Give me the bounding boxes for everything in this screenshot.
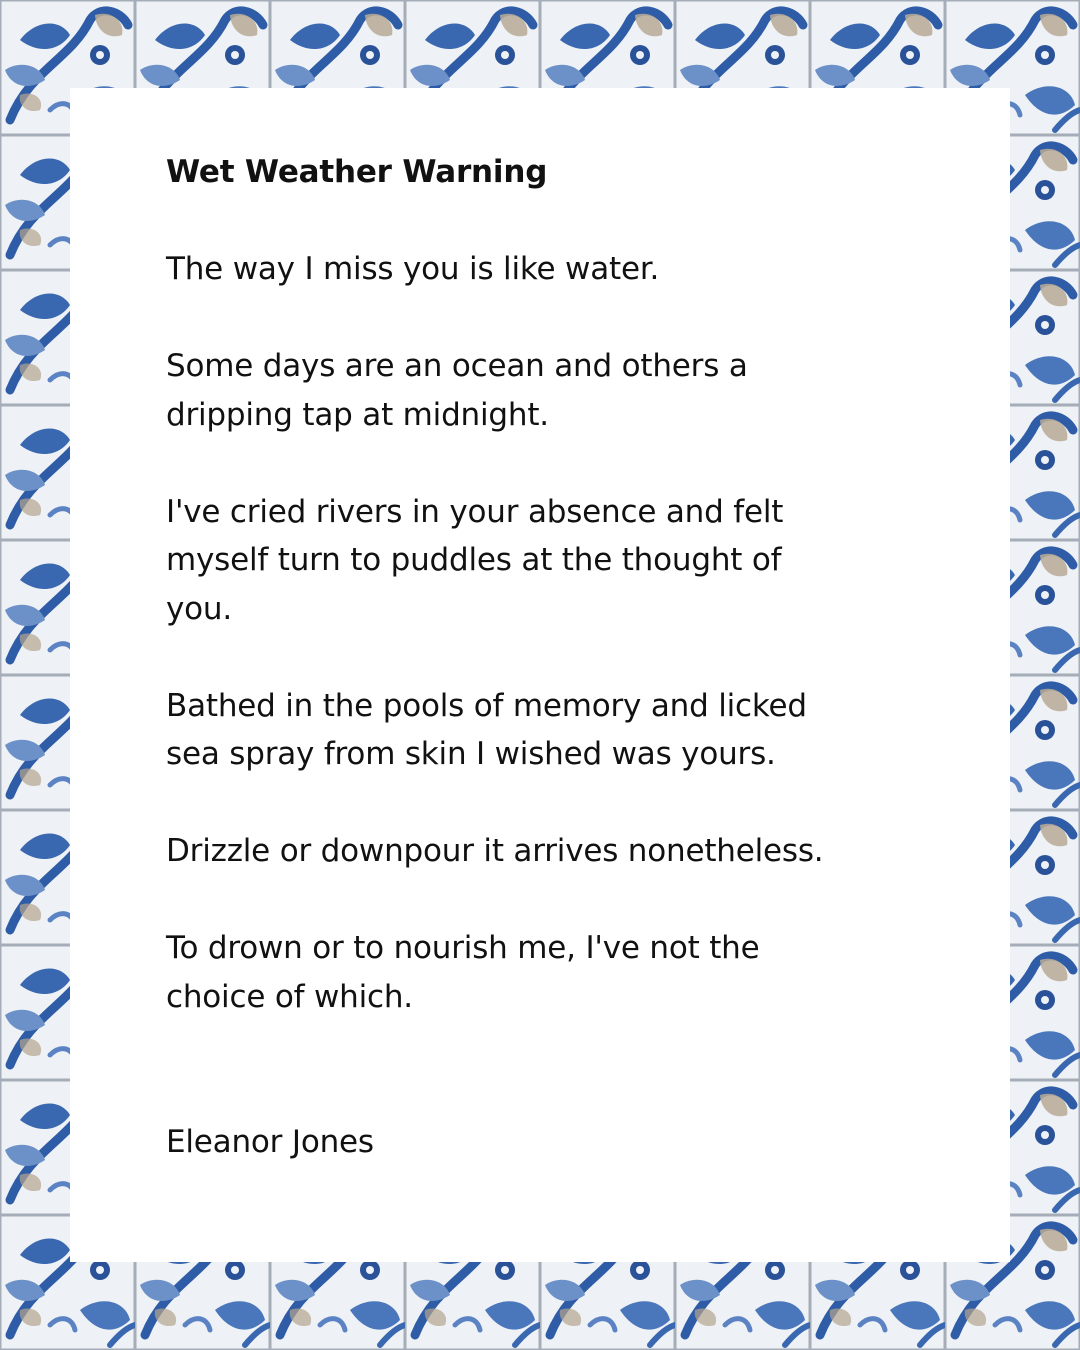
poem-line: sea spray from skin I wished was yours. [166, 736, 776, 772]
poem-line: I've cried rivers in your absence and felt [166, 493, 784, 530]
poem-line: The way I miss you is like water. [166, 251, 660, 287]
stanza-6 [166, 924, 966, 1021]
stanza-1 [166, 245, 966, 294]
poem-body [166, 148, 966, 1167]
poem-line: Bathed in the pools of memory and licked [166, 687, 807, 724]
poem-line: choice of which. [166, 978, 413, 1015]
stanza-2 [166, 342, 966, 439]
poem-title: Wet Weather Warning [166, 154, 548, 190]
poem-line: Drizzle or downpour it arrives nonetheless. [166, 833, 824, 869]
poem-line: To drown or to nourish me, I've not the [166, 930, 760, 966]
stanza-4 [166, 682, 966, 779]
stanza-3 [166, 488, 966, 634]
poem-line: myself turn to puddles at the thought of [166, 542, 782, 578]
poem-line: dripping tap at midnight. [166, 396, 549, 433]
poem-line: Some days are an ocean and others a [166, 348, 748, 384]
stanza-5 [166, 827, 966, 876]
poem-card [70, 88, 1010, 1262]
poem-line: you. [166, 590, 233, 627]
poem-author: Eleanor Jones [166, 1124, 374, 1160]
